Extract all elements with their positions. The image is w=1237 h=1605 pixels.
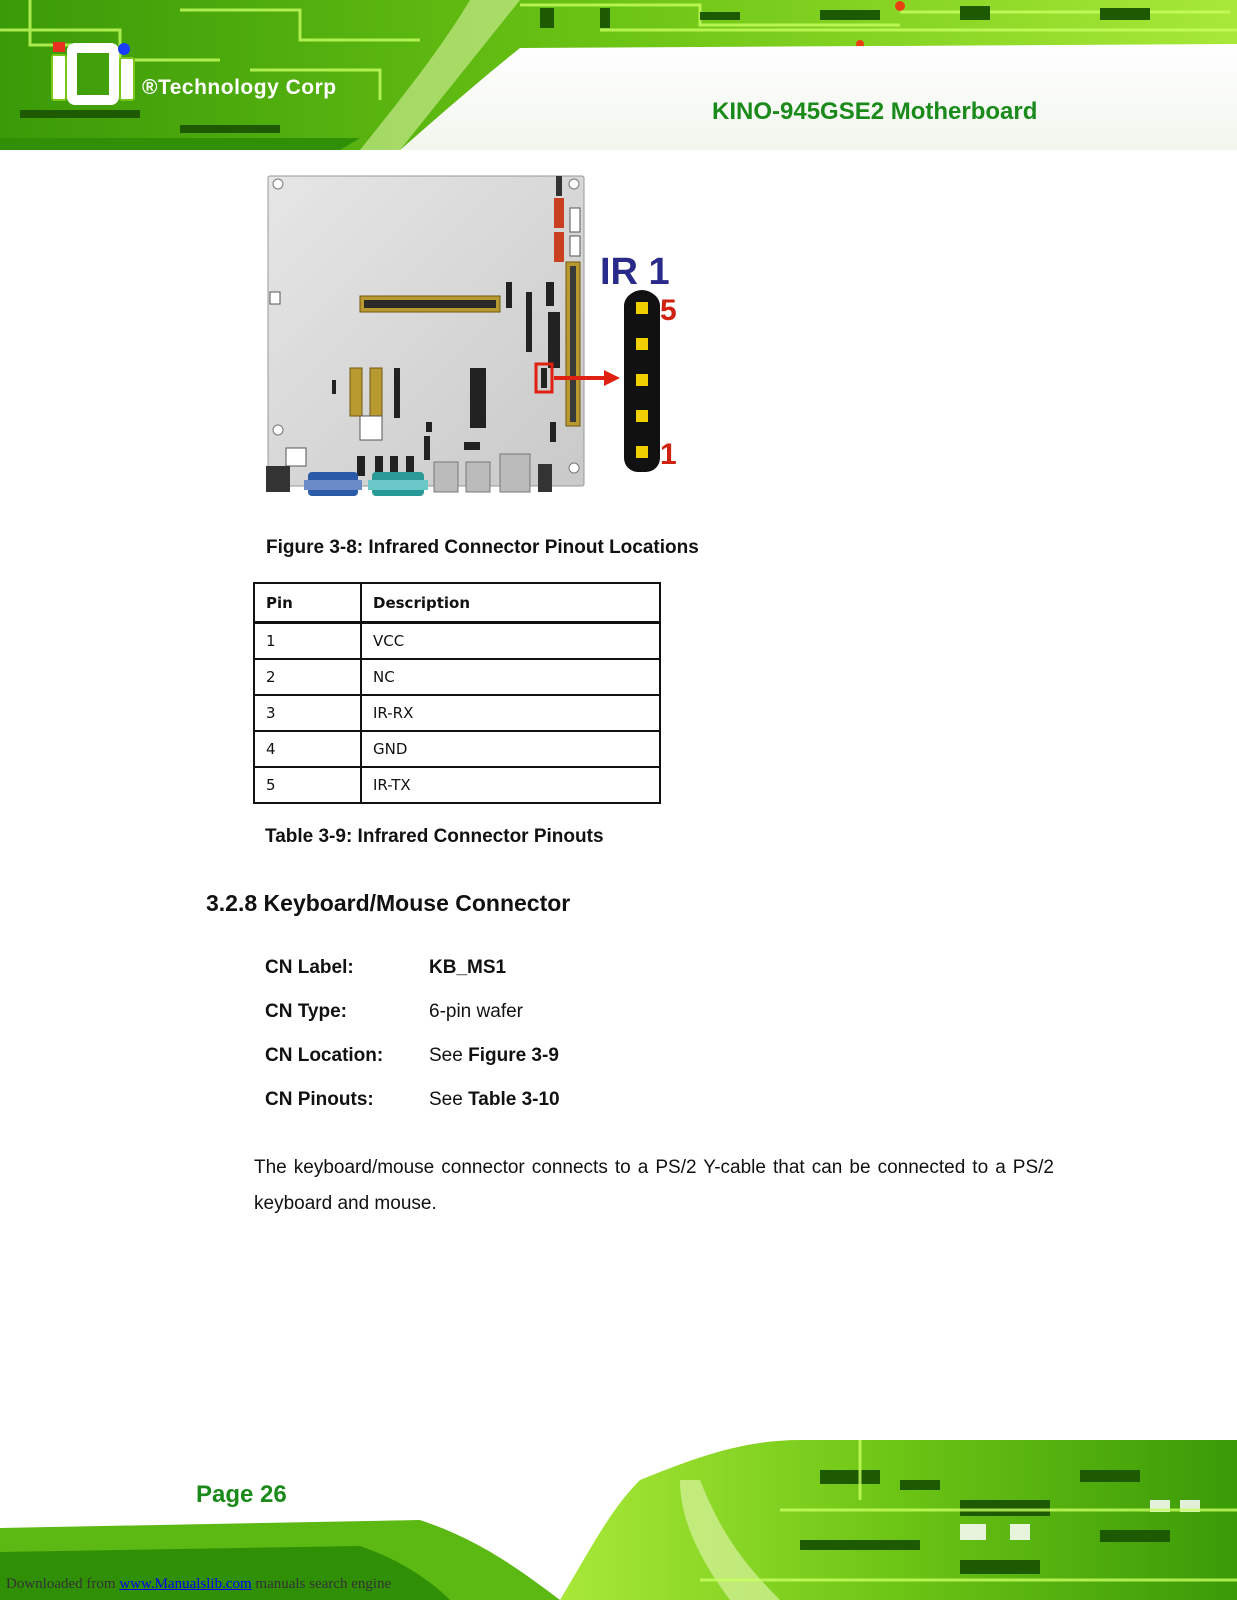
table-header-row: [254, 583, 660, 623]
pin5-label: 5: [660, 294, 677, 327]
spec-label-cn-type: CN Type:: [265, 1001, 347, 1022]
description-cell: VCC: [361, 623, 660, 660]
table-caption: Table 3-9: Infrared Connector Pinouts: [265, 826, 604, 847]
description-cell: GND: [361, 731, 660, 767]
figure-caption: Figure 3-8: Infrared Connector Pinout Locations: [266, 537, 699, 558]
product-title: KINO-945GSE2 Motherboard: [712, 98, 1038, 125]
pin-cell: 3: [254, 695, 361, 731]
ir1-callout-label: IR 1: [600, 251, 670, 293]
table-row: [254, 623, 660, 660]
body-paragraph: The keyboard/mouse connector connects to a PS/2 Y-cable that can be connected to a PS/2 keyboard and mouse.: [254, 1157, 1054, 1214]
spec-label-cn-label: CN Label:: [265, 957, 354, 978]
download-note: [6, 1576, 391, 1593]
pin-cell: 1: [254, 623, 361, 660]
manualslib-link[interactable]: www.Manualslib.com: [119, 1576, 252, 1592]
section-heading: 3.2.8 Keyboard/Mouse Connector: [206, 890, 571, 916]
pin1-label: 1: [660, 438, 677, 471]
pinout-table: [253, 582, 661, 804]
spec-value-cn-label: KB_MS1: [429, 957, 507, 978]
spec-label-cn-location: CN Location:: [265, 1045, 384, 1066]
spec-label-cn-pinouts: CN Pinouts:: [265, 1089, 374, 1110]
spec-value-cn-type: 6-pin wafer: [429, 1001, 523, 1022]
header-pin: Pin: [254, 583, 361, 623]
page-number: Page 26: [196, 1481, 287, 1508]
pin-cell: 2: [254, 659, 361, 695]
motherboard-figure: [260, 172, 700, 512]
description-cell: IR-TX: [361, 767, 660, 803]
table-row: [254, 695, 660, 731]
download-suffix: manuals search engine: [251, 1576, 392, 1592]
download-prefix: Downloaded from: [6, 1576, 120, 1592]
table-row: [254, 731, 660, 767]
pin-cell: 5: [254, 767, 361, 803]
spec-value-cn-location: See Figure 3-9: [429, 1045, 559, 1066]
table-row: [254, 767, 660, 803]
table-row: [254, 659, 660, 695]
header-description: Description: [361, 583, 660, 623]
motherboard-diagram: [260, 172, 700, 512]
circuit-board-header-graphic: [0, 0, 1237, 150]
description-cell: NC: [361, 659, 660, 695]
description-cell: IR-RX: [361, 695, 660, 731]
page-header: [0, 0, 1237, 150]
spec-value-cn-pinouts: See Table 3-10: [429, 1089, 560, 1110]
company-logo-text: ®Technology Corp: [142, 76, 337, 99]
pin-cell: 4: [254, 731, 361, 767]
